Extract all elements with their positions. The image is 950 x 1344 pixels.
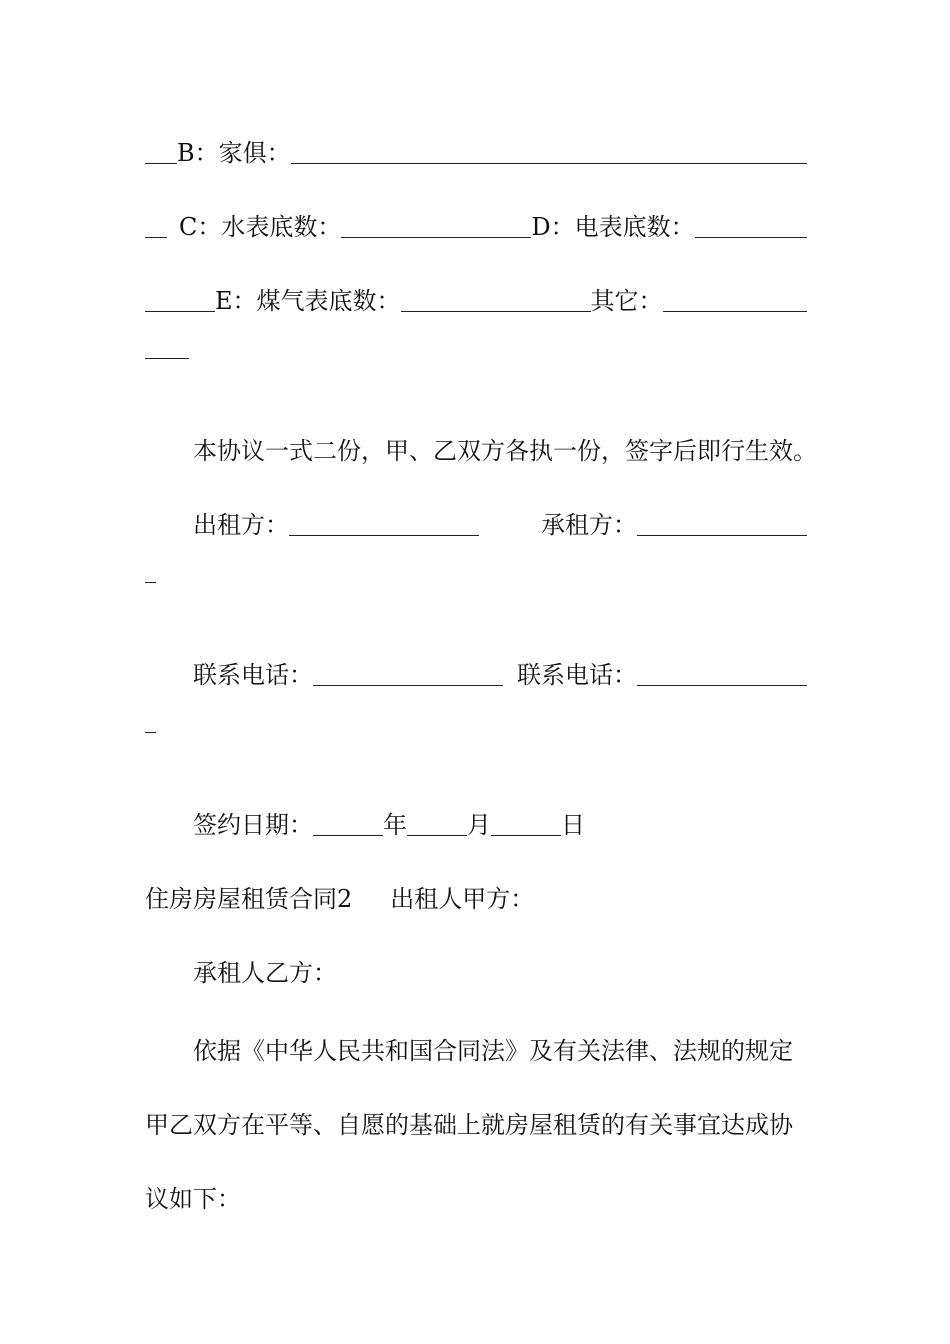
meter-line	[145, 210, 807, 244]
phone-continuation-line	[145, 732, 807, 739]
day-blank	[491, 835, 561, 836]
water-meter-blank	[341, 237, 531, 238]
blank-field	[145, 311, 215, 312]
lessee-phone-label: 联系电话：	[517, 661, 637, 689]
preamble-line-1	[145, 1034, 807, 1068]
preamble-line-3	[145, 1182, 807, 1216]
lessor-label: 出租方：	[193, 511, 289, 539]
day-label: 日	[561, 811, 585, 839]
signatories-line	[145, 508, 807, 542]
other-label: 其它：	[590, 287, 663, 315]
lessee-blank	[637, 535, 807, 536]
blank-field	[145, 163, 177, 164]
copies-text: 本协议一式二份，甲、乙双方各执一份，签字后即行生效。	[193, 437, 817, 465]
electric-meter-blank	[695, 237, 807, 238]
blank-field	[145, 582, 156, 583]
lessor-blank	[289, 535, 479, 536]
gas-line	[145, 284, 807, 318]
year-label: 年	[383, 811, 407, 839]
party-b-line	[145, 956, 807, 990]
furniture-line	[145, 136, 807, 170]
lessor-phone-label: 联系电话：	[193, 661, 313, 689]
blank-field	[145, 358, 189, 359]
gas-meter-blank	[401, 311, 591, 312]
sign-date-label: 签约日期：	[193, 811, 313, 839]
preamble-line-2	[145, 1108, 807, 1142]
water-meter-label: C：水表底数：	[179, 213, 342, 241]
blank-field	[145, 732, 156, 733]
contract-heading-line	[145, 882, 807, 916]
party-a-label: 出租人甲方：	[390, 885, 535, 913]
other-blank	[663, 311, 807, 312]
month-blank	[407, 835, 467, 836]
preamble-text-3: 议如下：	[145, 1185, 241, 1213]
party-b-label: 承租人乙方：	[193, 959, 337, 987]
furniture-blank	[291, 163, 807, 164]
gas-meter-label: E：煤气表底数：	[215, 287, 401, 315]
phone-line	[145, 658, 807, 692]
lessee-continuation-line	[145, 582, 807, 589]
lessor-phone-blank	[313, 685, 503, 686]
sign-date-line	[145, 808, 807, 842]
copies-paragraph	[145, 434, 817, 468]
other-continuation-line	[145, 358, 807, 365]
preamble-text-2: 甲乙双方在平等、自愿的基础上就房屋租赁的有关事宜达成协	[145, 1111, 793, 1139]
furniture-label: B：家俱：	[177, 139, 291, 167]
year-blank	[313, 835, 383, 836]
lessee-label: 承租方：	[541, 511, 637, 539]
preamble-text-1: 依据《中华人民共和国合同法》及有关法律、法规的规定	[193, 1037, 793, 1065]
electric-meter-label: D：电表底数：	[531, 213, 695, 241]
lessee-phone-blank	[637, 685, 807, 686]
month-label: 月	[467, 811, 491, 839]
blank-field	[145, 237, 167, 238]
contract-title: 住房房屋租赁合同2	[145, 885, 353, 913]
